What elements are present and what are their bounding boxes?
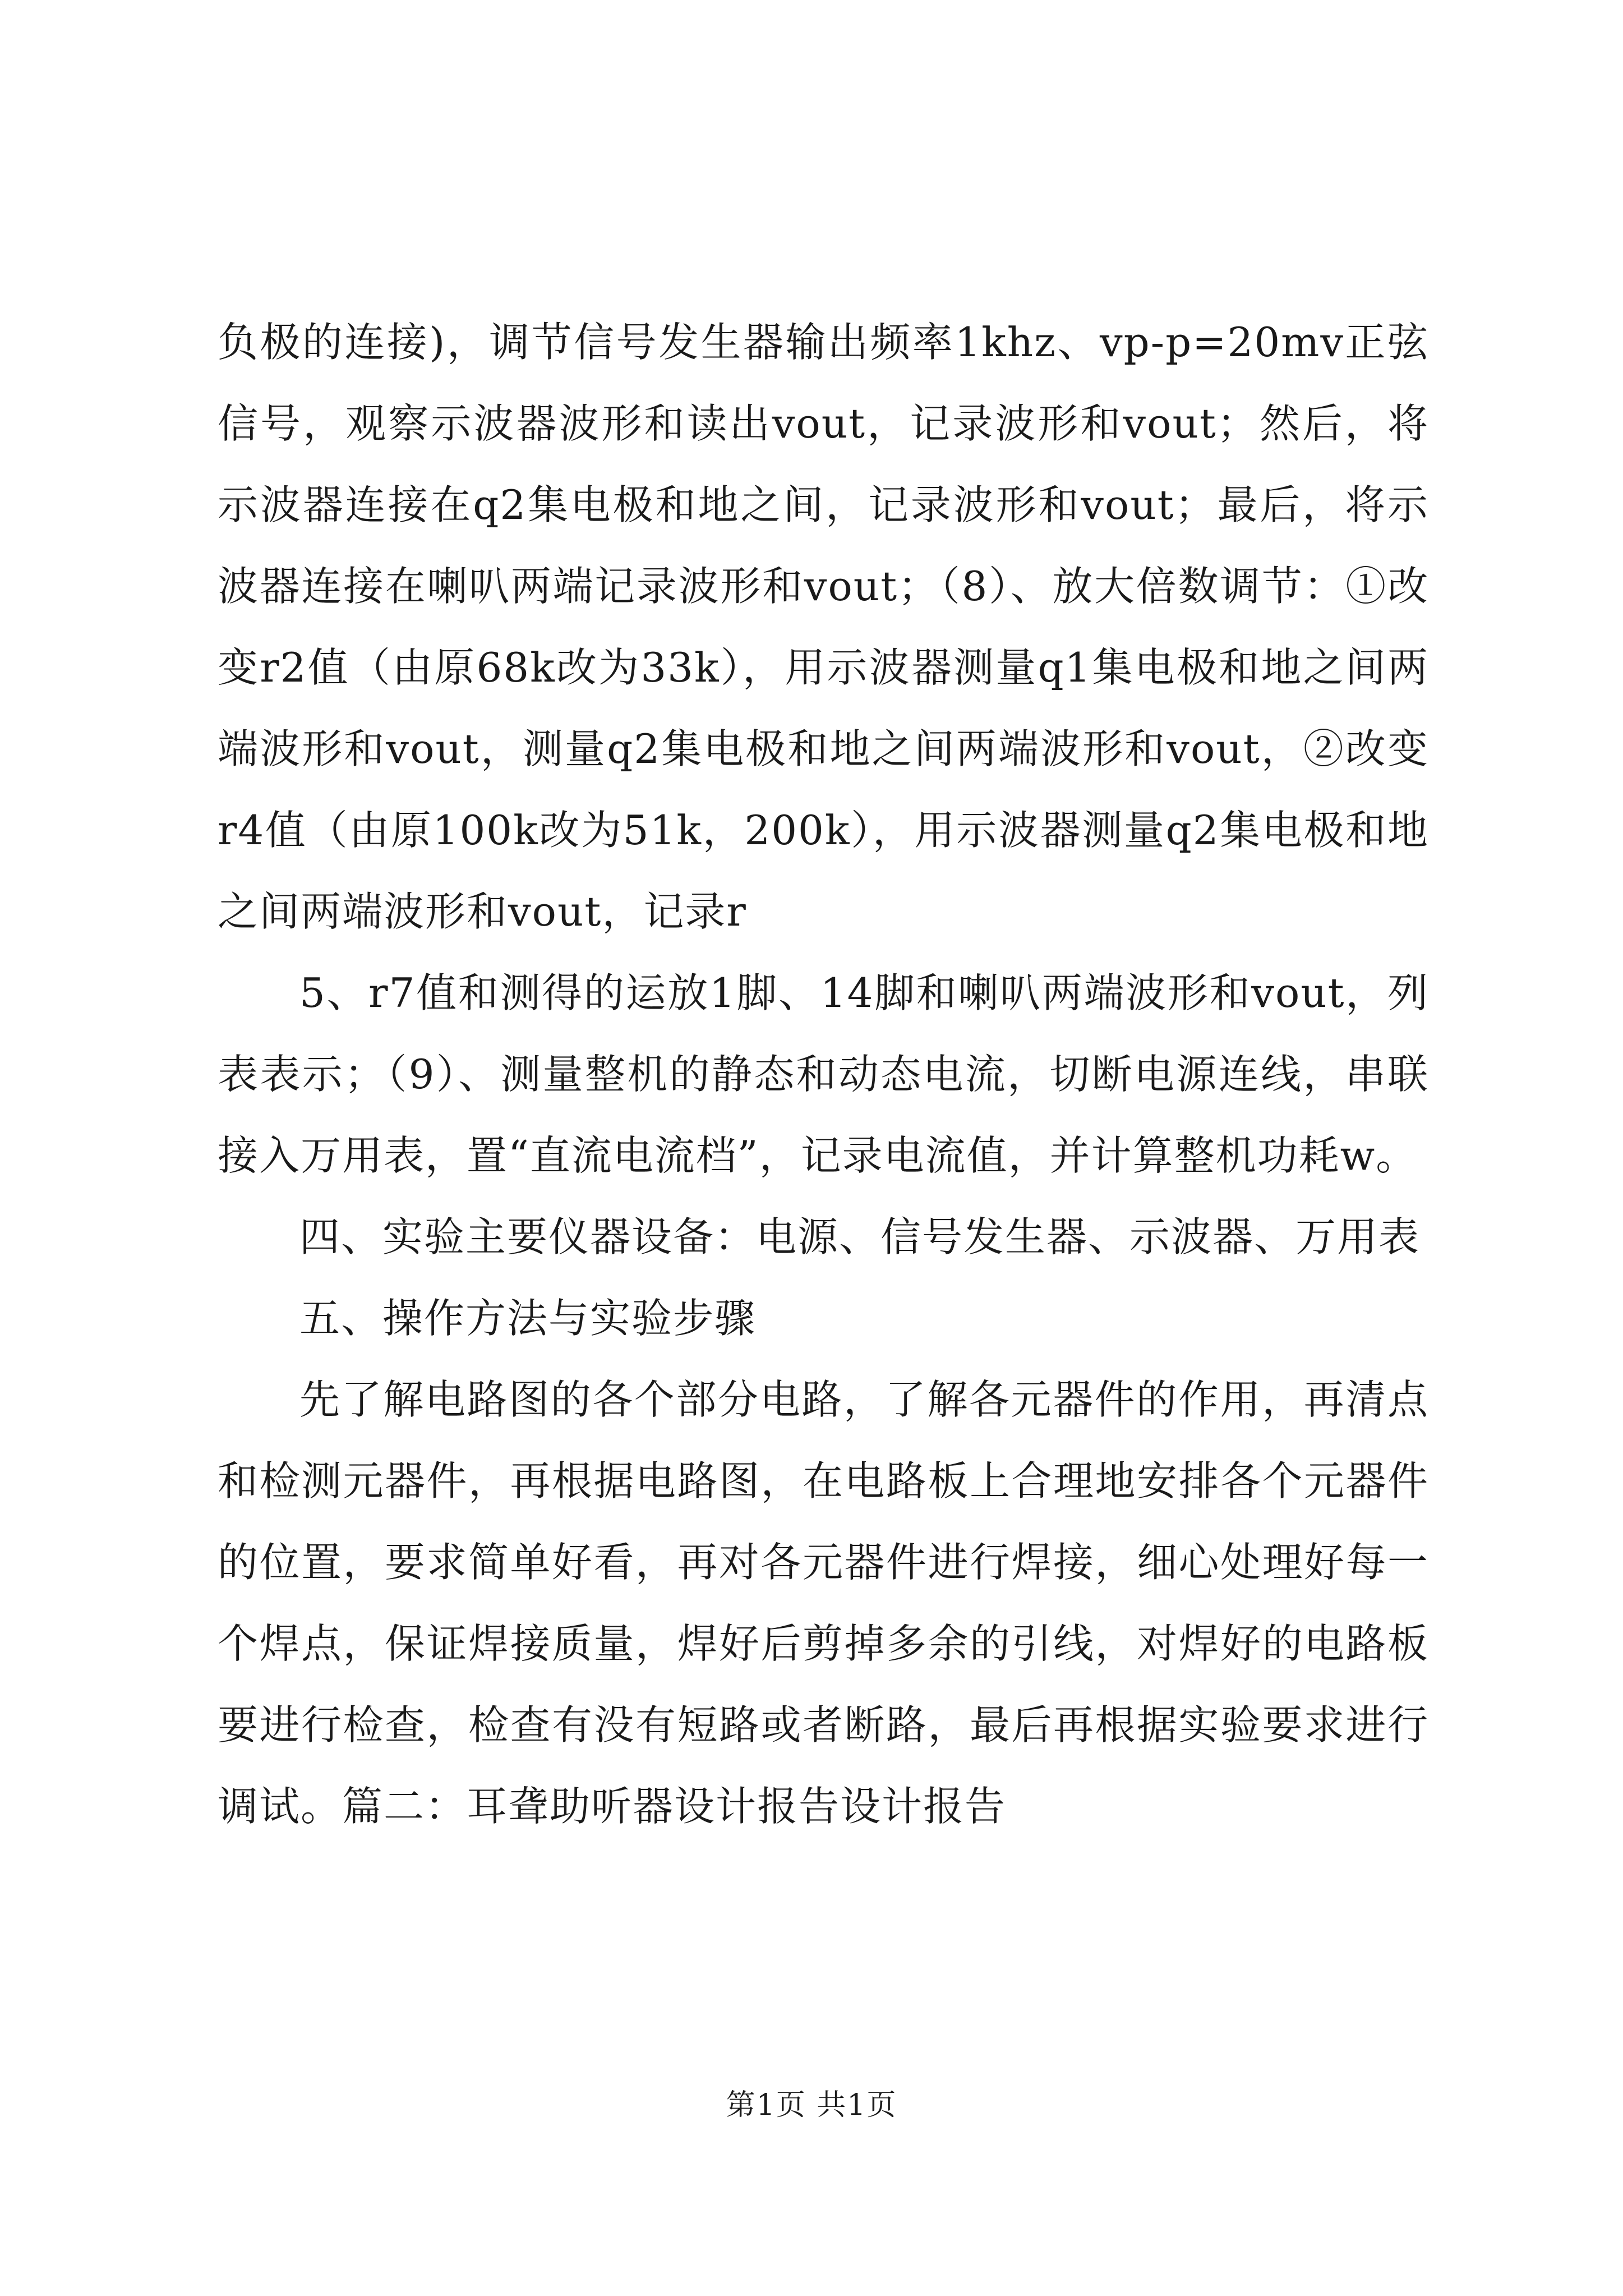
section-heading-equipment: 四、实验主要仪器设备：电源、信号发生器、示波器、万用表 (299, 1213, 1421, 1260)
paragraph-resistor-measurement: 5、r7值和测得的运放1脚、14脚和喇叭两端波形和vout，列表表示；（9）、测量整机的静态和动态电流，切断电源连线，串联接入万用表，置“直流电流档”，记录电流值，并计算整机功耗w。 (218, 969, 1429, 1179)
document-body (218, 302, 1429, 1847)
paragraph-procedure-steps: 先了解电路图的各个部分电路，了解各元器件的作用，再清点和检测元器件，再根据电路图，在电路板上合理地安排各个元器件的位置，要求简单好看，再对各元器件进行焊接，细心处理好每一个焊点，保证焊接质量，焊好后剪掉多余的引线，对焊好的电路板要进行检查，检查有没有短路或者断路，最后再根据实验要求进行调试。篇二：耳聋助听器设计报告设计报告 (218, 1376, 1429, 1830)
section-heading-procedure: 五、操作方法与实验步骤 (299, 1295, 757, 1342)
page-footer: 第1页 共1页 (726, 2088, 897, 2122)
paragraph-continuation: 负极的连接)，调节信号发生器输出频率1khz、vp-p=20mv正弦信号，观察示波器波形和读出vout，记录波形和vout；然后，将示波器连接在q2集电极和地之间，记录波形和vout；最后，将示波器连接在喇叭两端记录波形和vout；（8）、放大倍数调节：①改变r2值（由原68k改为33k），用示波器测量q1集电极和地之间两端波形和vout，测量q2集电极和地之间两端波形和vout，②改变r4值（由原100k改为51k，200k），用示波器测量q2集电极和地之间两端波形和vout，记录r (218, 319, 1429, 935)
